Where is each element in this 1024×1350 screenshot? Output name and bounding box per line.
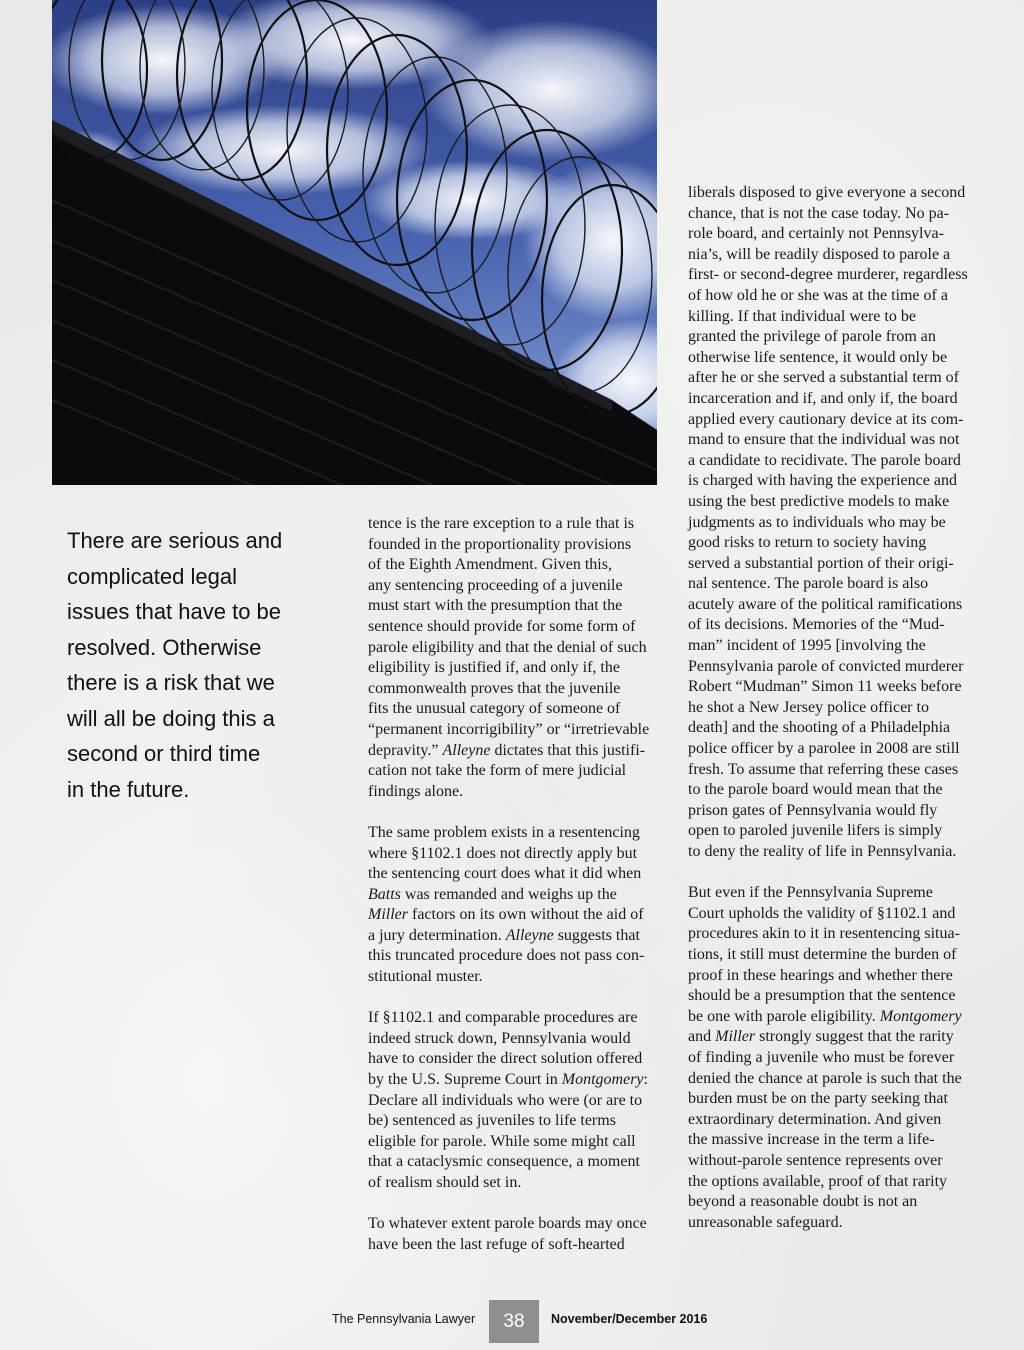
text-line: he shot a New Jersey police officer to (688, 698, 929, 716)
text-line: of realism should set in. (368, 1174, 522, 1191)
text-line: police officer by a parolee in 2008 are still (688, 740, 960, 758)
text-line: prison gates of Pennsylvania would fly (688, 801, 938, 819)
text-line: But even if the Pennsylvania Supreme (688, 884, 933, 902)
text-line: open to paroled juvenile lifers is simply (688, 822, 943, 840)
case-name: Montgomery (879, 1007, 962, 1025)
text-line: dictates that this justifi- (490, 741, 646, 759)
pull-quote (67, 523, 307, 807)
text-line: this truncated procedure does not pass con- (368, 947, 645, 965)
case-name: Miller (368, 906, 408, 924)
pull-quote-line: issues that have to be (67, 599, 282, 624)
text-line: the options available, proof of that rarity (688, 1172, 948, 1190)
paragraph (688, 883, 980, 1233)
text-line: after he or she served a substantial term of (688, 369, 960, 387)
case-name: Montgomery (561, 1071, 644, 1089)
text-line: that a cataclysmic consequence, a moment (368, 1153, 640, 1171)
text-line: any sentencing proceeding of a juvenile (368, 576, 623, 594)
text-line: of its decisions. Memories of the “Mud- (688, 616, 945, 634)
paragraph (688, 183, 980, 863)
razor-wire-image (52, 0, 657, 485)
text-line: factors on its own without the aid of (408, 906, 644, 924)
case-name: Alleyne (442, 741, 491, 759)
text-line: first- or second-degree murderer, regardless (688, 266, 968, 284)
text-line: nia’s, will be readily disposed to parole a (688, 245, 951, 263)
text-line: strongly suggest that the rarity (755, 1028, 954, 1046)
text-line: and (688, 1028, 716, 1046)
text-line: procedures akin to it in resentencing situa- (688, 925, 960, 943)
pull-quote-line: There are serious and (67, 528, 283, 553)
text-line: mand to ensure that the individual was not (688, 431, 960, 449)
pull-quote-line: second or third time (67, 741, 261, 766)
text-line: Robert “Mudman” Simon 11 weeks before (688, 678, 962, 696)
text-line: depravity.” (368, 741, 439, 759)
text-line: stitutional muster. (368, 968, 483, 986)
text-line: was remanded and weighs up the (400, 885, 617, 903)
text-line: extraordinary determination. And given (688, 1110, 942, 1128)
case-name: Batts (368, 885, 401, 903)
text-line: incarceration and if, and only if, the board (688, 389, 958, 407)
paragraph (368, 1214, 660, 1255)
text-line: fits the unusual category of someone of (368, 700, 621, 718)
text-line: The same problem exists in a resentencing (368, 823, 640, 841)
text-line: using the best predictive models to make (688, 492, 950, 510)
paragraph (368, 823, 660, 988)
text-line: be one with parole eligibility. (688, 1007, 880, 1025)
text-line: acutely aware of the political ramifications (688, 595, 963, 613)
text-line: tence is the rare exception to a rule that is (368, 515, 635, 532)
text-line: to the parole board would mean that the (688, 781, 943, 799)
text-line: without-parole sentence represents over (688, 1151, 943, 1169)
text-line: To whatever extent parole boards may once (368, 1215, 647, 1233)
text-line: a jury determination. (368, 926, 506, 944)
text-line: should be a presumption that the sentence (688, 987, 956, 1005)
pull-quote-line: in the future. (67, 776, 190, 802)
text-line: suggests that (553, 926, 640, 944)
text-line: burden must be on the party seeking that (688, 1090, 948, 1108)
text-line: man” incident of 1995 [involving the (688, 637, 926, 655)
paragraph (368, 1008, 660, 1193)
text-line: a candidate to recidivate. The parole board (688, 451, 961, 469)
text-line: have been the last refuge of soft-hearted (368, 1235, 625, 1253)
text-line: cation not take the form of mere judicial (368, 762, 627, 780)
publication-name: The Pennsylvania Lawyer (332, 1312, 476, 1326)
text-line: commonwealth proves that the juvenile (368, 679, 621, 697)
text-line: eligibility is justified if, and only if, the (368, 659, 620, 677)
case-name: Alleyne (505, 926, 554, 944)
text-line: by the U.S. Supreme Court in (368, 1071, 562, 1089)
text-line: applied every cautionary device at its com- (688, 410, 964, 428)
text-line: unreasonable safeguard. (688, 1213, 843, 1231)
text-line: of the Eighth Amendment. Given this, (368, 556, 612, 574)
razor-wire-photo (52, 0, 657, 485)
text-line: eligible for parole. While some might call (368, 1132, 636, 1150)
text-line: chance, that is not the case today. No pa- (688, 204, 950, 222)
text-line: findings alone. (368, 782, 464, 800)
text-line: the massive increase in the term a life- (688, 1131, 935, 1149)
text-line: death] and the shooting of a Philadelphia (688, 719, 951, 737)
text-line: must start with the presumption that the (368, 597, 623, 615)
pull-quote-line: complicated legal (67, 563, 237, 589)
article-column-right (688, 183, 980, 1233)
text-line: killing. If that individual were to be (688, 307, 916, 325)
text-line: proof in these hearings and whether there (688, 966, 953, 984)
article-column-middle (368, 514, 660, 1255)
text-line: parole eligibility and that the denial of such (368, 638, 647, 656)
text-line: tions, it still must determine the burden of (688, 945, 957, 963)
paragraph (368, 514, 660, 802)
text-line: nal sentence. The parole board is also (688, 575, 929, 593)
text-line: beyond a reasonable doubt is not an (688, 1193, 918, 1211)
text-line: role board, and certainly not Pennsylva- (688, 225, 944, 243)
text-line: have to consider the direct solution offered (368, 1050, 643, 1068)
text-line: “permanent incorrigibility” or “irretrievable (368, 720, 650, 738)
text-line: Pennsylvania parole of convicted murderer (688, 657, 964, 675)
text-line: otherwise life sentence, it would only be (688, 348, 948, 366)
text-line: founded in the proportionality provisions (368, 535, 632, 553)
text-line: good risks to return to society having (688, 534, 927, 552)
case-name: Miller (715, 1028, 756, 1046)
text-line: granted the privilege of parole from an (688, 328, 936, 346)
page-number: 38 (489, 1300, 539, 1343)
text-line: of finding a juvenile who must be forever (688, 1048, 955, 1066)
pull-quote-line: there is a risk that we (67, 670, 275, 695)
text-line: served a substantial portion of their origi- (688, 554, 954, 572)
text-line: of how old he or she was at the time of a (688, 286, 948, 304)
text-line: fresh. To assume that referring these cases (688, 760, 959, 778)
page-footer (0, 1300, 1024, 1350)
text-line: If §1102.1 and comparable procedures are (368, 1009, 638, 1027)
text-line: sentence should provide for some form of (368, 617, 636, 635)
text-line: judgments as to individuals who may be (688, 513, 946, 531)
text-line: liberals disposed to give everyone a second (688, 184, 966, 201)
text-line: to deny the reality of life in Pennsylvania. (688, 843, 957, 860)
text-line: indeed struck down, Pennsylvania would (368, 1029, 631, 1047)
pull-quote-line: will all be doing this a (67, 705, 275, 731)
text-line: Declare all individuals who were (or are to (368, 1091, 643, 1109)
text-line: be) sentenced as juveniles to life terms (368, 1112, 616, 1130)
text-line: the sentencing court does what it did when (368, 865, 642, 883)
text-line: where §1102.1 does not directly apply but (368, 844, 638, 862)
text-line: Court upholds the validity of §1102.1 and (688, 904, 956, 922)
pull-quote-line: resolved. Otherwise (67, 634, 262, 660)
text-line: is charged with having the experience and (688, 472, 957, 490)
issue-date: November/December 2016 (551, 1312, 708, 1326)
text-line: denied the chance at parole is such that the (688, 1069, 962, 1087)
text-line: : (643, 1071, 648, 1089)
